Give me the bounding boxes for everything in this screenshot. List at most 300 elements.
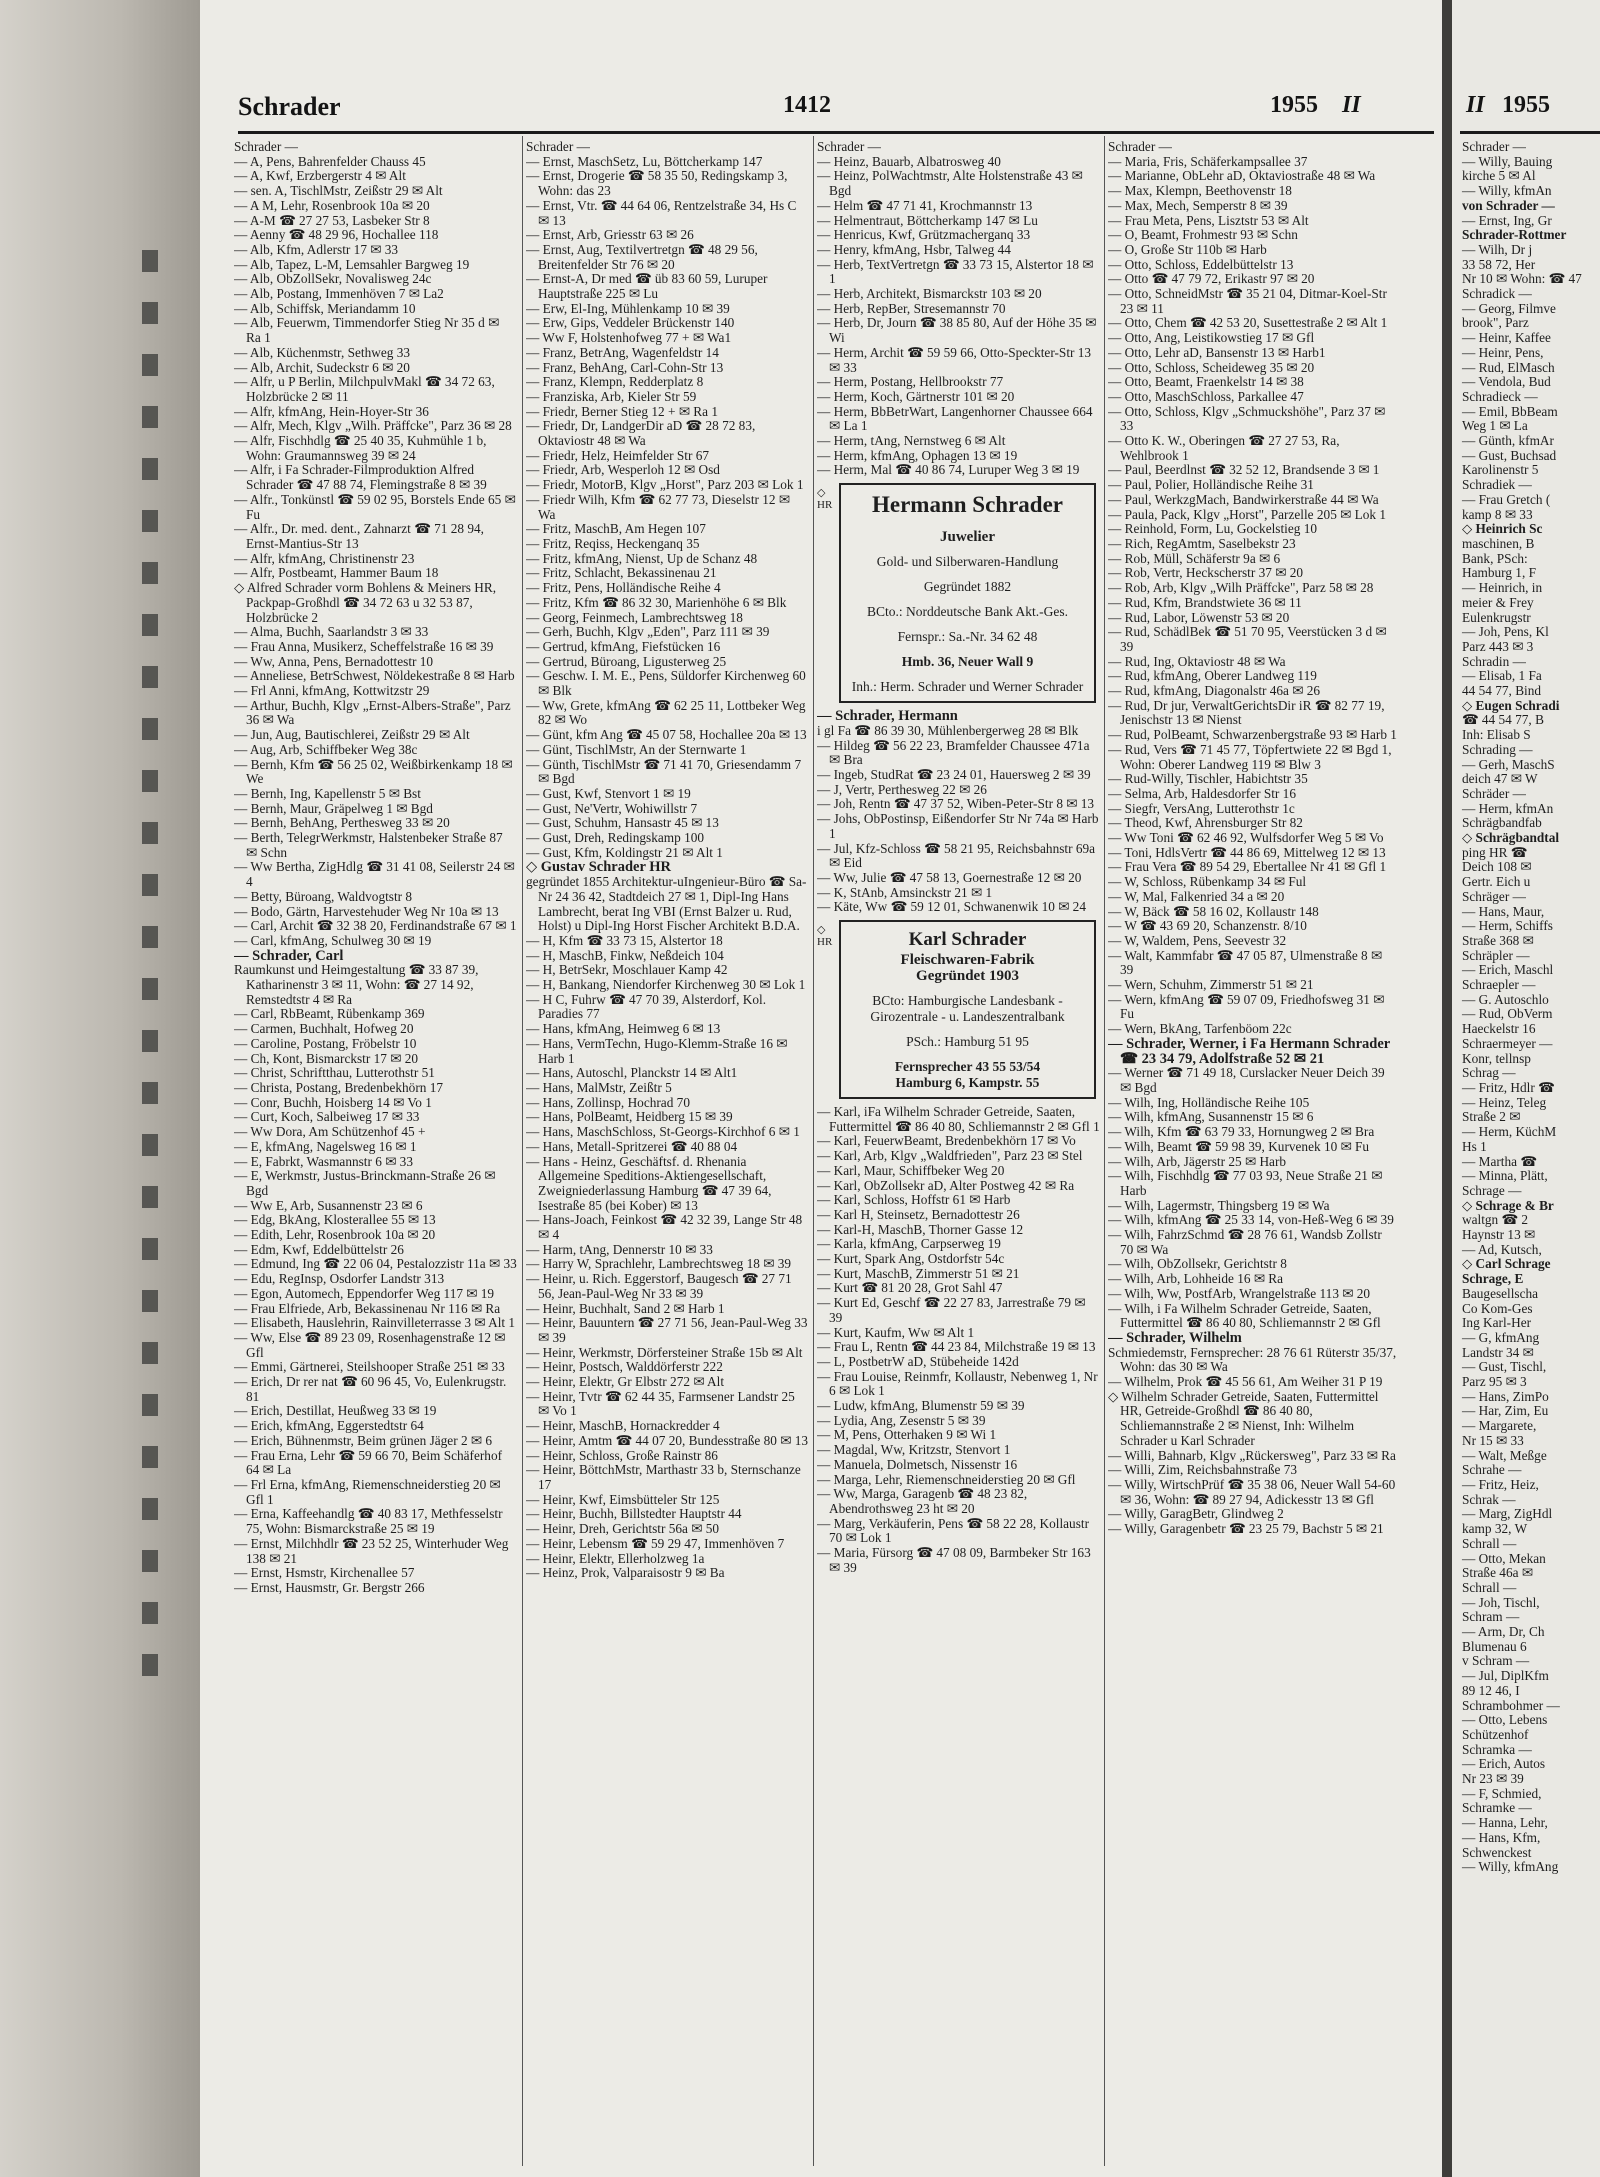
next-page-entry: Bank, PSch: (1462, 550, 1528, 566)
next-page-entry: waltgn ☎ 2 (1462, 1212, 1529, 1228)
directory-entry: — Willy, GaragBetr, Glindweg 2 (1108, 1506, 1284, 1522)
directory-entry: — Friedr, MotorB, Klgv „Horst", Parz 203 ✉ Lok 1 (526, 477, 804, 493)
directory-entry: — Christa, Postang, Bredenbekhörn 17 (234, 1080, 444, 1095)
next-page-entry: Haynstr 13 ✉ (1462, 1227, 1536, 1243)
directory-entry: — Herb, Dr, Journ ☎ 38 85 80, Auf der Höhe 35 ✉ Wi (817, 315, 1097, 346)
directory-entry: — Otto, Schloss, Klgv „Schmuckshöhe", Parz 37 ✉ 33 (1108, 403, 1386, 434)
running-head-name: Schrader (238, 92, 341, 121)
directory-entry: — Otto, MaschSchloss, Parkallee 47 (1108, 388, 1304, 404)
directory-entry: — Bernh, Ing, Kapellenstr 5 ✉ Bst (234, 785, 421, 801)
ad-subtitle: Juwelier (940, 529, 995, 546)
directory-entry: — Herm, BbBetrWart, Langenhorner Chaussee 664 ✉ La 1 (817, 403, 1093, 434)
ad-line: BCto: Hamburgische Landesbank - Girozentrale - u. Landeszentralbank (870, 993, 1065, 1025)
directory-entry: — Max, Mech, Semperstr 8 ✉ 39 (1108, 197, 1288, 213)
directory-entry: — Rud, Dr jur, VerwaltGerichtsDir iR ☎ 82 77 19, Jenischstr 13 ✉ Nienst (1108, 697, 1385, 728)
next-page-entry: Blumenau 6 (1462, 1638, 1527, 1654)
next-page-rule (1460, 131, 1600, 134)
next-page-entry: Schradick — (1462, 286, 1532, 302)
directory-entry: — Ernst, Drogerie ☎ 58 35 50, Redingskamp 3, Wohn: das 23 (526, 168, 788, 199)
next-page-entry: — Herm, KüchM (1462, 1124, 1557, 1140)
directory-entry: — Otto, Schloss, Scheideweg 35 ✉ 20 (1108, 359, 1315, 375)
next-page-entry: Inh: Elisab S (1462, 727, 1531, 743)
next-page-entry: — Rud, ObVerm (1462, 1006, 1553, 1022)
directory-entry: — Alfr., Tonkünstl ☎ 59 02 95, Borstels Ende 65 ✉ Fu (234, 491, 516, 522)
directory-entry: — Wilh, Beamt ☎ 59 98 39, Kurvenek 10 ✉ Fu (1108, 1138, 1370, 1154)
directory-entry: — Franz, Klempn, Redderplatz 8 (526, 374, 704, 390)
ad-hermann-schrader (839, 483, 1096, 703)
directory-entry: — E, Fabrkt, Wasmannstr 6 ✉ 33 (234, 1153, 413, 1169)
next-page-entry: — Ad, Kutsch, (1462, 1241, 1542, 1257)
directory-entry: — Marianne, ObLehr aD, Oktaviostraße 48 ✉ Wa (1108, 168, 1376, 184)
next-page-entry: — Rud, ElMasch (1462, 359, 1555, 375)
directory-entry: — Bernh, Maur, Gräpelweg 1 ✉ Bgd (234, 800, 433, 816)
directory-entry: — Willy, Garagenbetr ☎ 23 25 79, Bachstr 5 ✉ 21 (1108, 1521, 1384, 1537)
next-page-entry: Deich 108 ✉ (1462, 859, 1532, 875)
directory-entry: — Frau Anna, Musikerz, Scheffelstraße 16 ✉ 39 (234, 638, 494, 654)
directory-entry: — Gust, Schuhm, Hansastr 45 ✉ 13 (526, 815, 719, 831)
next-page-entry: — Willy, kfmAng (1462, 1859, 1559, 1875)
directory-entry: — Heinz, Bauarb, Albatrosweg 40 (817, 153, 1001, 169)
directory-entry: — Rob, Vertr, Heckscherstr 37 ✉ 20 (1108, 565, 1304, 581)
next-page-entry: — Emil, BbBeam (1462, 403, 1558, 419)
directory-entry: — E, Werkmstr, Justus-Brinckmann-Straße 26 ✉ Bgd (234, 1168, 496, 1198)
running-head-year: 1955 (1270, 92, 1318, 118)
directory-entry: — Gertrud, kfmAng, Fiefstücken 16 (526, 638, 721, 654)
column-4 (1108, 140, 1398, 2160)
ad-subtitle: Fleischwaren-Fabrik (900, 952, 1035, 969)
directory-entry-heading: — Schrader, Wilhelm (1108, 1329, 1242, 1346)
directory-entry: — Ww, Anna, Pens, Bernadottestr 10 (234, 653, 434, 669)
directory-entry: — Karl, Arb, Klgv „Waldfrieden", Parz 23 ✉ Stel (817, 1148, 1083, 1164)
directory-entry: — Gust, Dreh, Redingskamp 100 (526, 830, 705, 846)
next-page-entry: — Herm, kfmAn (1462, 800, 1554, 816)
next-page-entry: Gertr. Eich u (1462, 874, 1531, 890)
directory-entry: — Rud, PolBeamt, Schwarzenbergstraße 93 ✉ Harb 1 (1108, 727, 1397, 743)
next-page-entry: Schrading — (1462, 741, 1533, 757)
directory-entry: — Wilh, Arb, Lohheide 16 ✉ Ra (1108, 1271, 1284, 1287)
directory-entry: — W, Waldem, Pens, Seevestr 32 (1108, 932, 1287, 948)
next-page-entry: — Marg, ZigHdl (1462, 1506, 1553, 1522)
directory-entry: — Willi, Zim, Reichsbahnstraße 73 (1108, 1462, 1298, 1478)
directory-entry: — Carl, Archit ☎ 32 38 20, Ferdinandstraße 67 ✉ 1 (234, 918, 517, 934)
next-page-entry: — Georg, Filmve (1462, 300, 1556, 316)
directory-entry: — Fritz, MaschB, Am Hegen 107 (526, 521, 706, 537)
directory-entry: — Arthur, Buchh, Klgv „Ernst-Albers-Straße", Parz 36 ✉ Wa (234, 697, 511, 728)
next-page-entry: — Walt, Meßge (1462, 1447, 1547, 1463)
directory-page (200, 0, 1442, 2177)
directory-entry-heading: — Schrader, Werner, i Fa Hermann Schrader ☎ 23 34 79, Adolfstraße 52 ✉ 21 (1108, 1035, 1390, 1067)
directory-entry: — Toni, HdlsVertr ☎ 44 86 69, Mittelweg 12 ✉ 13 (1108, 844, 1386, 860)
directory-entry: — Fritz, Reqiss, Heckenganq 35 (526, 535, 700, 551)
next-page-entry: — Har, Zim, Eu (1462, 1403, 1549, 1419)
next-page-entry: ◇ Schrage & Br (1462, 1197, 1554, 1213)
next-page-entry: Schrahe — (1462, 1462, 1522, 1478)
directory-entry: — Alb, Schiffsk, Meriandamm 10 (234, 300, 416, 316)
next-page-entry: ping HR ☎ (1462, 844, 1528, 860)
directory-entry: — Heinr, Lebensm ☎ 59 29 47, Immenhöven 7 (526, 1535, 785, 1551)
directory-entry: — Ch, Kont, Bismarckstr 17 ✉ 20 (234, 1050, 418, 1066)
next-page-entry: Schradieck — (1462, 388, 1538, 404)
directory-entry: — Frau L, Rentn ☎ 44 23 84, Milchstraße 19 ✉ 13 (817, 1339, 1096, 1355)
directory-entry: — Heinr, Werkmstr, Dörfersteiner Straße 15b ✉ Alt (526, 1344, 803, 1360)
directory-entry: — Helm ☎ 47 71 41, Krochmannstr 13 (817, 197, 1033, 213)
directory-entry: — Paul, Beerdlnst ☎ 32 52 12, Brandsende 3 ✉ 1 (1108, 462, 1380, 478)
directory-entry: — Rud, Ing, Oktaviostr 48 ✉ Wa (1108, 653, 1286, 669)
directory-entry: — Willy, WirtschPrüf ☎ 35 38 06, Neuer Wall 54-60 ✉ 36, Wohn: ☎ 89 27 94, Adickesstr 13 ✉ Gfl (1108, 1476, 1396, 1507)
directory-entry: — Edg, BkAng, Klosterallee 55 ✉ 13 (234, 1212, 436, 1228)
next-page-entry: — Hans, ZimPo (1462, 1388, 1549, 1404)
directory-entry: — Ernst, Hausmstr, Gr. Bergstr 266 (234, 1579, 425, 1595)
directory-entry: — Alb, Feuerwm, Timmendorfer Stieg Nr 35 d ✉ Ra 1 (234, 315, 500, 346)
directory-entry: — Hans, Autoschl, Planckstr 14 ✉ Alt1 (526, 1065, 738, 1081)
ad-line: Gold- und Silberwaren-Handlung (876, 554, 1059, 570)
directory-entry: — Ernst, Hsmstr, Kirchenallee 57 (234, 1565, 415, 1581)
directory-entry: — Karl H, Steinsetz, Bernadottestr 26 (817, 1206, 1020, 1222)
directory-entry: — Ernst, Arb, Griesstr 63 ✉ 26 (526, 227, 694, 243)
directory-entry: — Hans, MalMstr, Zeißtr 5 (526, 1080, 672, 1095)
directory-entry: — Curt, Koch, Salbeiweg 17 ✉ 33 (234, 1109, 420, 1125)
ad-address: Hmb. 36, Neuer Wall 9 (901, 654, 1034, 670)
directory-entry: — Carmen, Buchhalt, Hofweg 20 (234, 1021, 414, 1037)
directory-entry: Schrader — (1108, 140, 1172, 154)
directory-entry: — Alb, Küchenmstr, Sethweg 33 (234, 344, 411, 360)
next-page-entry: Straße 368 ✉ (1462, 932, 1534, 948)
directory-entry: — Otto ☎ 47 79 72, Erikastr 97 ✉ 20 (1108, 271, 1315, 287)
directory-entry: — Rob, Arb, Klgv „Wilh Präffcke", Parz 58 ✉ 28 (1108, 580, 1374, 596)
directory-entry: — Friedr, Berner Stieg 12 + ✉ Ra 1 (526, 403, 719, 419)
ad-owner: Inh.: Herm. Schrader und Werner Schrader (851, 679, 1084, 695)
directory-entry: — Henricus, Kwf, Grützmacherganq 33 (817, 227, 1031, 243)
directory-entry: — Heinr, Bauuntern ☎ 27 71 56, Jean-Paul-Weg 33 ✉ 39 (526, 1315, 808, 1345)
next-page-entry: Schraepler — (1462, 977, 1536, 993)
directory-entry: — K, StAnb, Amsinckstr 21 ✉ 1 (817, 884, 993, 900)
directory-entry: — Joh, Rentn ☎ 47 37 52, Wiben-Peter-Str 8 ✉ 13 (817, 796, 1095, 812)
directory-entry: — Berth, TelegrWerkmstr, Halstenbeker Straße 87 ✉ Schn (234, 830, 503, 860)
directory-entry: — Elisabeth, Hauslehrin, Rainvilleterrasse 3 ✉ Alt 1 (234, 1315, 516, 1331)
directory-entry: — Rud, Labor, Löwenstr 53 ✉ 20 (1108, 609, 1290, 625)
directory-entry: — Wilh, FahrzSchmd ☎ 28 76 61, Wandsb Zollstr 70 ✉ Wa (1108, 1227, 1382, 1257)
next-page-entry: Schrall — (1462, 1579, 1517, 1595)
next-page-entry: — Gust, Tischl, (1462, 1359, 1547, 1375)
directory-entry: — Hans, MaschSchloss, St-Georgs-Kirchhof 6 ✉ 1 (526, 1124, 800, 1140)
next-page-entry: — Willy, kfmAn (1462, 183, 1552, 199)
directory-entry: — Herm, Archit ☎ 59 59 66, Otto-Speckter-Str 13 ✉ 33 (817, 344, 1092, 375)
directory-entry: — Karl, FeuerwBeamt, Bredenbekhörn 17 ✉ Vo (817, 1133, 1076, 1149)
directory-entry: — Carl, RbBeamt, Rübenkamp 369 (234, 1006, 425, 1022)
directory-entry: — L, PostbetrW aD, Stübeheide 142d (817, 1353, 1019, 1369)
next-page-entry: — Heinrich, in (1462, 580, 1543, 596)
directory-entry: — Maria, Fris, Schäferkampsallee 37 (1108, 153, 1308, 169)
directory-entry: — Walt, Kammfabr ☎ 47 05 87, Ulmenstraße 8 ✉ 39 (1108, 947, 1383, 978)
directory-entry: — H, BetrSekr, Moschlauer Kamp 42 (526, 962, 728, 978)
directory-entry: — Caroline, Postang, Fröbelstr 10 (234, 1035, 417, 1051)
directory-entry: — Herb, Architekt, Bismarckstr 103 ✉ 20 (817, 286, 1042, 302)
next-page-entry: — Joh, Tischl, (1462, 1594, 1540, 1610)
directory-entry: — Kurt Ed, Geschf ☎ 22 27 83, Jarrestraße 79 ✉ 39 (817, 1295, 1086, 1325)
next-page-entry: Eulenkrugstr (1462, 609, 1531, 625)
directory-entry: — Carl, kfmAng, Schulweg 30 ✉ 19 (234, 932, 432, 948)
ad-title: Hermann Schrader (871, 492, 1063, 518)
directory-entry: — Georg, Feinmech, Lambrechtsweg 18 (526, 609, 743, 625)
directory-entry: — Rud, kfmAng, Oberer Landweg 119 (1108, 668, 1317, 684)
directory-entry: — Max, Klempn, Beethovenstr 18 (1108, 183, 1292, 199)
directory-entry: — J, Vertr, Perthesweg 22 ✉ 26 (817, 781, 987, 797)
directory-entry: — Karl, Maur, Schiffbeker Weg 20 (817, 1162, 1005, 1178)
directory-entry: — Kurt, MaschB, Zimmerstr 51 ✉ 21 (817, 1265, 1020, 1281)
next-page-entry: Co Kom-Ges (1462, 1300, 1533, 1316)
directory-entry: — Alb, Archit, Sudeckstr 6 ✉ 20 (234, 359, 410, 375)
next-page-entry: — Otto, Mekan (1462, 1550, 1546, 1566)
next-page-entry: Schrag — (1462, 1065, 1516, 1081)
book-binding (0, 0, 200, 2177)
directory-entry: — Wilh, Arb, Jägerstr 25 ✉ Harb (1108, 1153, 1287, 1169)
next-page-entry: ◇ Schrägbandtal (1462, 830, 1560, 846)
directory-entry: — Anneliese, BetrSchwest, Nöldekestraße 8 ✉ Harb (234, 668, 515, 684)
directory-entry: — Heinr, Tvtr ☎ 62 44 35, Farmsener Landstr 25 ✉ Vo 1 (526, 1388, 795, 1419)
next-page-entry: Nr 15 ✉ 33 (1462, 1432, 1524, 1448)
directory-entry: — Frau Meta, Pens, Lisztstr 53 ✉ Alt (1108, 212, 1309, 228)
next-page-entry: — Vendola, Bud (1462, 374, 1551, 390)
directory-entry: — Alfr, Mech, Klgv „Wilh. Präffcke", Parz 36 ✉ 28 (234, 418, 512, 434)
directory-entry: — Wilh, ObZollsekr, Gerichtstr 8 (1108, 1256, 1287, 1272)
next-page-entry: — Hans, Maur, (1462, 903, 1545, 919)
directory-entry: — Erw, Gips, Veddeler Brückenstr 140 (526, 315, 735, 331)
directory-entry: — Ww, Marga, Garagenb ☎ 48 23 82, Abendrothsweg 23 ht ✉ 20 (817, 1486, 1028, 1516)
next-page-entry: — Martha ☎ (1462, 1153, 1537, 1169)
directory-entry: — Friedr, Dr, LandgerDir aD ☎ 28 72 83, Oktaviostr 48 ✉ Wa (526, 418, 756, 449)
directory-entry: — Ernst, MaschSetz, Lu, Böttcherkamp 147 (526, 153, 763, 169)
directory-entry: — Paul, WerkzgMach, Bandwirkerstraße 44 ✉ Wa (1108, 491, 1379, 507)
directory-entry: — Günt, kfm Ang ☎ 45 07 58, Hochallee 20a ✉ 13 (526, 727, 807, 743)
directory-entry-heading: — Schrader, Carl (234, 947, 344, 964)
directory-entry: — Alb, Tapez, L-M, Lemsahler Bargweg 19 (234, 256, 470, 272)
directory-entry: — Ludw, kfmAng, Blumenstr 59 ✉ 39 (817, 1398, 1025, 1414)
ad-tag: ◇ HR (817, 924, 833, 949)
directory-entry: — Heinr, Kwf, Eimsbütteler Str 125 (526, 1491, 720, 1507)
directory-entry: — Frl Anni, kfmAng, Kottwitzstr 29 (234, 683, 430, 699)
directory-entry: — M, Pens, Otterhaken 9 ✉ Wi 1 (817, 1427, 997, 1443)
next-page-entry: — Gerh, MaschS (1462, 756, 1555, 772)
directory-entry: — Erich, kfmAng, Eggerstedtstr 64 (234, 1418, 424, 1434)
directory-entry: — Franziska, Arb, Kieler Str 59 (526, 388, 697, 404)
next-page-entry: — Hanna, Lehr, (1462, 1815, 1548, 1831)
directory-entry: — Otto, Schloss, Eddelbüttelstr 13 (1108, 256, 1294, 272)
directory-entry: — Ww, Julie ☎ 47 58 13, Goernestraße 12 ✉ 20 (817, 869, 1082, 885)
next-page-entry: — Erich, Maschl (1462, 962, 1554, 978)
directory-entry: — Heinr, Dreh, Gerichtstr 56a ✉ 50 (526, 1521, 720, 1537)
directory-entry: — Werner ☎ 71 49 18, Curslacker Neuer Deich 39 ✉ Bgd (1108, 1065, 1385, 1095)
directory-entry: — Ww Dora, Am Schützenhof 45 + (234, 1124, 426, 1140)
directory-entry: — Erich, Dr rer nat ☎ 60 96 45, Vo, Eulenkrugstr. 81 (234, 1374, 507, 1404)
next-page-entry: Konr, tellnsp (1462, 1050, 1531, 1066)
directory-entry: — Herb, RepBer, Stresemannstr 70 (817, 300, 1006, 316)
next-page-entry: — Heinz, Teleg (1462, 1094, 1547, 1110)
directory-entry: — Harry W, Sprachlehr, Lambrechtsweg 18 ✉ 39 (526, 1256, 792, 1272)
directory-entry: — sen. A, TischlMstr, Zeißstr 29 ✉ Alt (234, 183, 443, 199)
directory-entry: — Karl, iFa Wilhelm Schrader Getreide, Saaten, Futtermittel ☎ 86 40 80, Schliemannstr 2 ✉ Gfl 1 (817, 1104, 1100, 1134)
directory-entry: — Heinr, Schloss, Große Rainstr 86 (526, 1447, 718, 1463)
directory-entry: — Gust, Ne'Vertr, Wohiwillstr 7 (526, 800, 698, 816)
ad-line: PSch.: Hamburg 51 95 (906, 1034, 1029, 1050)
directory-entry: — Otto, Ang, Leistikowstieg 17 ✉ Gfl (1108, 330, 1315, 346)
directory-entry: — Geschw. I. M. E., Pens, Süldorfer Kirchenweg 60 ✉ Blk (526, 668, 806, 699)
directory-entry: — Käte, Ww ☎ 59 12 01, Schwanenwik 10 ✉ 24 (817, 899, 1086, 915)
ad-line: Fernsprecher 43 55 53/54 (894, 1059, 1041, 1075)
ad-line: Gegründet 1882 (923, 579, 1012, 595)
ad-wrapper (817, 483, 1100, 703)
directory-entry: — Christ, Schriftthau, Lutterothstr 51 (234, 1065, 435, 1081)
directory-entry: — Gust, Kwf, Stenvort 1 ✉ 19 (526, 785, 691, 801)
directory-entry: — Paul, Polier, Holländische Reihe 31 (1108, 477, 1314, 493)
directory-entry: — Wern, BkAng, Tarfenböom 22c (1108, 1021, 1292, 1037)
directory-entry: — Rud, Vers ☎ 71 45 77, Töpfertwiete 22 ✉ Bgd 1, Wohn: Oberer Landweg 119 ✉ Blw 3 (1108, 741, 1392, 772)
directory-entry: — Bernh, BehAng, Perthesweg 33 ✉ 20 (234, 815, 450, 831)
directory-entry: Schrader — (817, 140, 881, 154)
directory-entry: — Magdal, Ww, Kritzstr, Stenvort 1 (817, 1442, 1011, 1458)
ad-address: Hamburg 6, Kampstr. 55 (895, 1075, 1040, 1091)
directory-entry: Schrader — (526, 140, 590, 154)
directory-entry: — W, Schloss, Rübenkamp 34 ✉ Ful (1108, 874, 1307, 890)
directory-entry: — Ingeb, StudRat ☎ 23 24 01, Hauersweg 2 ✉ 39 (817, 766, 1091, 782)
next-page-volume: II (1466, 92, 1485, 118)
next-page-entry: Schräpler — (1462, 947, 1530, 963)
column-separator (813, 136, 814, 2166)
directory-entry: — Heinr, Buchhalt, Sand 2 ✉ Harb 1 (526, 1300, 725, 1316)
ad-karl-schrader (839, 920, 1096, 1099)
directory-entry: — A, Kwf, Erzbergerstr 4 ✉ Alt (234, 168, 406, 184)
directory-entry: — Kurt, Kaufm, Ww ✉ Alt 1 (817, 1324, 975, 1340)
next-page-entry: — Heinr, Pens, (1462, 344, 1544, 360)
directory-entry: — Edu, RegInsp, Osdorfer Landstr 313 (234, 1271, 445, 1287)
binding-marks (142, 250, 164, 1750)
next-page-entry: maschinen, B (1462, 535, 1535, 551)
directory-entry: — Egon, Automech, Eppendorfer Weg 117 ✉ 19 (234, 1285, 495, 1301)
next-page-entry: Baugesellscha (1462, 1285, 1539, 1301)
next-page-entry: Schwenckest (1462, 1844, 1532, 1860)
next-page-entry: Nr 10 ✉ Wohn: ☎ 47 (1462, 271, 1582, 287)
directory-entry: — Heinz, Prok, Valparaisostr 9 ✉ Ba (526, 1565, 725, 1581)
next-page-entry: — Margarete, (1462, 1418, 1537, 1434)
next-page-fragment (1452, 0, 1600, 2177)
directory-entry: — Heinr, BöttchMstr, Marthastr 33 b, Sternschanze 17 (526, 1462, 801, 1492)
next-page-entry: Schrader-Rottmer (1462, 227, 1567, 243)
next-page-entry: — Günth, kfmAr (1462, 433, 1554, 449)
next-page-entry: — Hans, Kfm, (1462, 1829, 1541, 1845)
directory-entry: — Friedr, Helz, Heimfelder Str 67 (526, 447, 709, 463)
next-page-entry: ◇ Heinrich Sc (1462, 521, 1543, 537)
next-page-entry: Schradiek — (1462, 477, 1532, 493)
next-page-entry: — Willy, Bauing (1462, 153, 1553, 169)
directory-entry: — Friedr Wilh, Kfm ☎ 62 77 73, Dieselstr 12 ✉ Wa (526, 491, 791, 522)
directory-entry: — Franz, BetrAng, Wagenfeldstr 14 (526, 344, 719, 360)
directory-entry: — W ☎ 43 69 20, Schanzenstr. 8/10 (1108, 918, 1307, 934)
directory-entry: — Rud, Kfm, Brandstwiete 36 ✉ 11 (1108, 594, 1302, 610)
directory-entry: — Lydia, Ang, Zesenstr 5 ✉ 39 (817, 1412, 986, 1428)
directory-entry: — Alfr, kfmAng, Christinenstr 23 (234, 550, 415, 566)
directory-entry: — Gerh, Buchh, Klgv „Eden", Parz 111 ✉ 39 (526, 624, 770, 640)
directory-entry: — H C, Fuhrw ☎ 47 70 39, Alsterdorf, Kol. Paradies 77 (526, 991, 767, 1022)
directory-entry: — Maria, Fürsorg ☎ 47 08 09, Barmbeker Str 163 ✉ 39 (817, 1545, 1091, 1575)
directory-entry: — Jun, Aug, Bautischlerei, Zeißstr 29 ✉ Alt (234, 727, 470, 743)
directory-entry: — Otto, Beamt, Fraenkelstr 14 ✉ 38 (1108, 374, 1304, 390)
directory-entry: — Karla, kfmAng, Carpserweg 19 (817, 1236, 1001, 1252)
directory-entry: — Franz, BehAng, Carl-Cohn-Str 13 (526, 359, 724, 375)
directory-entry: — Ww, Else ☎ 89 23 09, Rosenhagenstraße 12 ✉ Gfl (234, 1329, 506, 1360)
directory-entry: Schrader — (234, 140, 298, 154)
directory-entry: — Heinr, Elektr, Ellerholzweg 1a (526, 1550, 705, 1566)
directory-entry: — Frau Erna, Lehr ☎ 59 66 70, Beim Schäferhof 64 ✉ La (234, 1447, 503, 1478)
directory-entry: — Ernst, Milchhdlr ☎ 23 52 25, Winterhuder Weg 138 ✉ 21 (234, 1535, 509, 1566)
directory-entry: — Wilh, Ww, PostfArb, Wrangelstraße 113 ✉ 20 (1108, 1285, 1371, 1301)
directory-entry: — Conr, Buchh, Hoisberg 14 ✉ Vo 1 (234, 1094, 432, 1110)
ad-line: Fernspr.: Sa.-Nr. 34 62 48 (897, 629, 1038, 645)
directory-entry: — Emmi, Gärtnerei, Steilshooper Straße 251 ✉ 33 (234, 1359, 505, 1375)
directory-entry: — Jul, Kfz-Schloss ☎ 58 21 95, Reichsbahnstr 69a ✉ Eid (817, 840, 1096, 871)
directory-entry: — Bodo, Gärtn, Harvestehuder Weg Nr 10a ✉ 13 (234, 903, 499, 919)
next-page-entry: Schrägbandfab (1462, 815, 1542, 831)
directory-entry: — H, Kfm ☎ 33 73 15, Alstertor 18 (526, 932, 723, 948)
directory-entry: — Frau Elfriede, Arb, Bekassinenau Nr 116 ✉ Ra (234, 1300, 501, 1316)
directory-entry: — Bernh, Kfm ☎ 56 25 02, Weißbirkenkamp 18 ✉ We (234, 756, 513, 787)
directory-entry: — Alb, ObZollSekr, Novalisweg 24c (234, 271, 432, 287)
next-page-entry: Straße 46a ✉ (1462, 1565, 1533, 1581)
directory-entry: — Alfr, i Fa Schrader-Filmproduktion Alfred Schrader ☎ 47 88 74, Flemingstraße 8 ✉ 39 (234, 462, 487, 493)
directory-entry: — Manuela, Dolmetsch, Nissenstr 16 (817, 1456, 1018, 1472)
directory-entry: — Kurt ☎ 81 20 28, Grot Sahl 47 (817, 1280, 1003, 1296)
directory-entry: — A, Pens, Bahrenfelder Chauss 45 (234, 153, 426, 169)
directory-entry: — Ww Bertha, ZigHdlg ☎ 31 41 08, Seilerstr 24 ✉ 4 (234, 859, 515, 890)
directory-entry: — O, Beamt, Frohmestr 93 ✉ Schn (1108, 227, 1298, 243)
directory-entry: i gl Fa ☎ 86 39 30, Mühlenbergerweg 28 ✉ Blk (817, 722, 1079, 738)
next-page-entry: ☎ 44 54 77, B (1462, 712, 1544, 728)
directory-entry: Raumkunst und Heimgestaltung ☎ 33 87 39, Katharinenstr 3 ✉ 11, Wohn: ☎ 27 14 92, Remstedtstr 4 ✉ Ra (234, 962, 479, 1007)
directory-entry: — Herm, tAng, Nernstweg 6 ✉ Alt (817, 433, 1006, 449)
directory-entry: — Edmund, Ing ☎ 22 06 04, Pestalozzistr 11a ✉ 33 (234, 1256, 517, 1272)
next-page-entry: Karolinenstr 5 (1462, 462, 1539, 478)
next-page-entry: — Jul, DiplKfm (1462, 1668, 1549, 1684)
next-page-entry: — F, Schmied, (1462, 1785, 1542, 1801)
directory-entry: — Heinr, Elektr, Gr Elbstr 272 ✉ Alt (526, 1374, 725, 1390)
next-page-entry: Schrak — (1462, 1491, 1516, 1507)
directory-entry: — Rud-Willy, Tischler, Habichtstr 35 (1108, 771, 1308, 787)
directory-entry: — Ww F, Holstenhofweg 77 + ✉ Wa1 (526, 330, 732, 346)
next-page-entry: — G. Autoschlo (1462, 991, 1549, 1007)
column-separator (1104, 136, 1105, 2166)
directory-entry: — Wilh, Kfm ☎ 63 79 33, Hornungweg 2 ✉ Bra (1108, 1124, 1375, 1140)
directory-entry: — Frau Vera ☎ 89 54 29, Ebertallee Nr 41 ✉ Gfl 1 (1108, 859, 1387, 875)
directory-entry: — O, Große Str 110b ✉ Harb (1108, 241, 1267, 257)
directory-entry: — H, Bankang, Niendorfer Kirchenweg 30 ✉ Lok 1 (526, 977, 806, 993)
directory-entry: — Erich, Destillat, Heußweg 33 ✉ 19 (234, 1403, 437, 1419)
directory-entry: — Siegfr, VersAng, Lutterothstr 1c (1108, 800, 1295, 816)
next-page-entry: Schramke — (1462, 1800, 1532, 1816)
directory-entry: — Wilhelm, Prok ☎ 45 56 61, Am Weiher 31 P 19 (1108, 1374, 1383, 1390)
next-page-entry: — Erich, Autos (1462, 1756, 1546, 1772)
directory-entry: — Paula, Pack, Klgv „Horst", Parzelle 205 ✉ Lok 1 (1108, 506, 1387, 522)
directory-entry: — Heinr, u. Rich. Eggerstorf, Baugesch ☎ 27 71 56, Jean-Paul-Weg Nr 33 ✉ 39 (526, 1271, 792, 1301)
directory-entry: — E, kfmAng, Nagelsweg 16 ✉ 1 (234, 1138, 417, 1154)
directory-entry: — A M, Lehr, Rosenbrook 10a ✉ 20 (234, 197, 430, 213)
next-page-entry: ◇ Eugen Schradi (1462, 697, 1560, 713)
directory-entry: — Alb, Postang, Immenhöven 7 ✉ La2 (234, 286, 444, 302)
next-page-entry: Schrage — (1462, 1182, 1522, 1198)
directory-entry: — Marg, Verkäuferin, Pens ☎ 58 22 28, Kollaustr 70 ✉ Lok 1 (817, 1515, 1090, 1546)
directory-entry: — Harm, tAng, Dennerstr 10 ✉ 33 (526, 1241, 713, 1257)
directory-entry: — Henry, kfmAng, Hsbr, Talweg 44 (817, 241, 1011, 257)
directory-entry: — Günt, TischlMstr, An der Sternwarte 1 (526, 741, 747, 757)
next-page-entry: Landstr 34 ✉ (1462, 1344, 1534, 1360)
next-page-entry: — Fritz, Hdlr ☎ (1462, 1080, 1555, 1095)
